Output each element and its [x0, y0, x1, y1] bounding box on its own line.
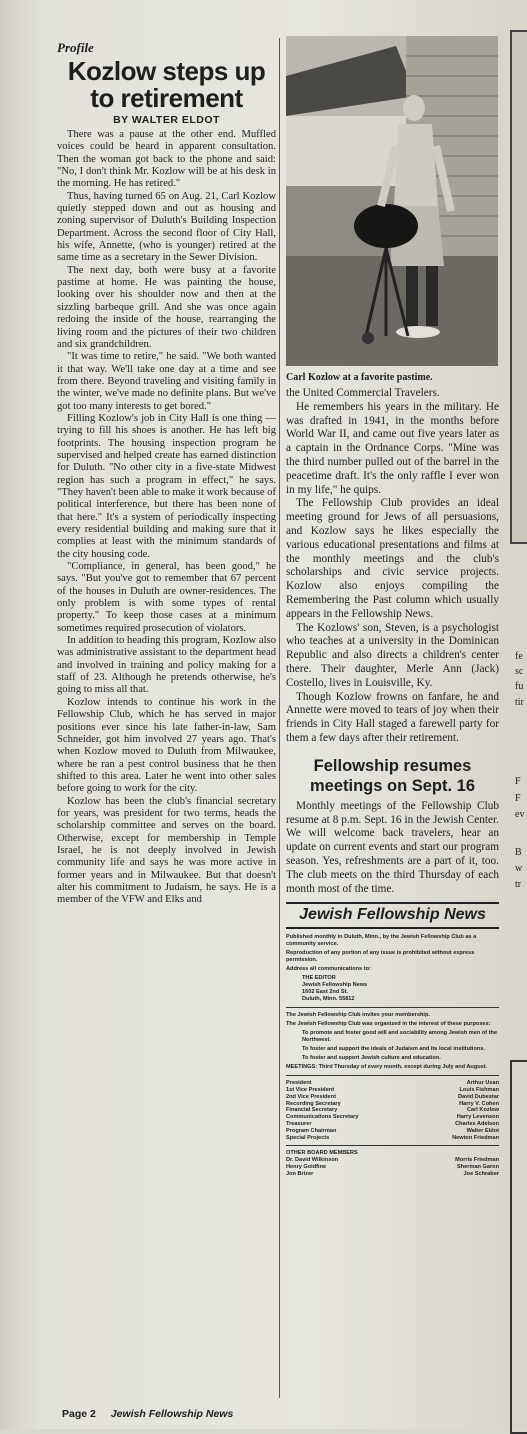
masthead-purpose: To promote and foster good will and sociability among Jewish men of the Northwest. — [302, 1030, 498, 1044]
article-kicker: Profile — [57, 40, 94, 55]
adjacent-page-fragment: ev — [515, 809, 525, 820]
officer-title: 2nd Vice President — [286, 1093, 336, 1100]
masthead-purpose: To foster and support the ideals of Judaism and its local institutions. — [302, 1046, 485, 1053]
officer-title: Communications Secretary — [286, 1114, 359, 1121]
officer-name: Arthur Usan — [466, 1080, 499, 1087]
brief-headline: Fellowship resumes meetings on Sept. 16 — [309, 756, 476, 795]
masthead — [286, 902, 499, 1178]
officer-name: David Dubestar — [457, 1093, 499, 1100]
article-headline: Kozlow steps up to retirement — [67, 56, 266, 113]
officer-name: Walter Eldot — [466, 1127, 499, 1134]
divider — [286, 1007, 499, 1008]
article-paragraph: Though Kozlow frowns on fanfare, he and Annette were moved to tears of joy when their friends in City Hall staged a farewell party for them a few days after their retirement. — [286, 690, 499, 744]
adjacent-page-frame — [510, 30, 527, 544]
divider — [286, 1145, 499, 1146]
officer-name: Carl Kozlow — [466, 1107, 499, 1114]
masthead-reproduction: Reproduction of any portion of any issue is prohibited without express permission. — [286, 950, 475, 964]
page-number: Page 2 — [62, 1408, 96, 1420]
photo-caption: Carl Kozlow at a favorite pastime. — [286, 372, 433, 383]
article-column-right — [286, 36, 499, 1178]
board-member: Joe Schraber — [463, 1171, 499, 1178]
officer-title: 1st Vice President — [286, 1087, 335, 1094]
officer-title: Treasurer — [286, 1121, 312, 1128]
officer-title: Program Chairman — [286, 1127, 337, 1134]
officer-name: Louis Fishman — [459, 1087, 499, 1094]
article-paragraph: In addition to heading this program, Kozlow also was administrative assistant to the department head and involved in training and policy making for a staff of 23. Although he pretends otherwise, he's going to miss all that. — [57, 635, 276, 696]
article-paragraph: "It was time to retire," he said. "We both wanted it that way. We'll take one day at a time and see from there. Beyond traveling and visiting family in the winter, we've made no definite plans. But we've got too many interests to get bored." — [57, 351, 276, 412]
article-paragraph: "Compliance, in general, has been good," he says. "But you've got to remember that 67 percent of the houses in Duluth are owner-residences. The only problem is with some types of rental property." To keep those cases at a minimum sometimes required prosecution of violators. — [57, 561, 276, 634]
address-line: Duluth, Minn. 55812 — [302, 996, 355, 1003]
masthead-organized: The Jewish Fellowship Club was organized in the interest of these purposes: — [286, 1021, 491, 1028]
adjacent-page-fragment: w — [515, 863, 523, 874]
board-member: Jon Brizer — [286, 1171, 314, 1178]
officer-name: Charles Adelson — [455, 1121, 499, 1128]
masthead-address — [286, 975, 499, 1003]
officer-title: Recording Secretary — [286, 1100, 341, 1107]
board-label: OTHER BOARD MEMBERS — [286, 1150, 358, 1157]
adjacent-page-fragment: sc — [515, 666, 524, 677]
officer-name: Harry V. Cohen — [459, 1100, 499, 1107]
adjacent-page-fragment: tr — [515, 879, 522, 890]
photo-man-at-grill — [286, 36, 498, 366]
adjacent-page-fragment: fu — [515, 681, 524, 692]
article-paragraph: the United Commercial Travelers. — [286, 387, 440, 399]
address-line: 1602 East 2nd St. — [302, 989, 349, 996]
adjacent-page-fragment: F — [515, 793, 521, 804]
adjacent-page-fragment: tir — [515, 697, 524, 708]
board-member: Henry Goldfine — [286, 1164, 327, 1171]
article-continued-body — [286, 387, 499, 746]
adjacent-page-fragment: F — [515, 776, 521, 787]
officer-name: Harry Levenson — [456, 1114, 499, 1121]
masthead-invite: The Jewish Fellowship Club invites your membership. — [286, 1012, 430, 1019]
brief-body — [286, 800, 499, 897]
article-body — [57, 129, 276, 907]
masthead-info — [286, 934, 499, 1076]
adjacent-page-fragment: B — [515, 847, 522, 858]
divider — [286, 1075, 499, 1076]
brief-text: Monthly meetings of the Fellowship Club resume at 8 p.m. Sept. 16 in the Jewish Center. We will welcome back travelers, hear an update on current events and start our program season. Yes, refreshments are a part of it, too. The club meets on the third Thursday of each month most of the time. — [286, 799, 499, 895]
article-paragraph: There was a pause at the other end. Muffled voices could be heard in apparent consultation. Then the woman got back to the phone and said: "No, I don't think Mr. Kozlow will be at his desk in the morning. He has retired." — [57, 129, 276, 190]
address-line: Jewish Fellowship News — [302, 982, 368, 989]
masthead-title: Jewish Fellowship News — [286, 906, 499, 929]
column-rule — [279, 38, 280, 1398]
article-paragraph: Filling Kozlow's job in City Hall is one thing — trying to fill his shoes is another. He has left big footprints. The housing inspection program he supervised and helped create has earned distinction for Duluth. "No other city in a five-state Midwest region has such a program in effect," he says. "They haven't been able to make it work because of political interference, but there has been none of that here." It's a system of periodically inspecting every residential building and making sure that it complies at least with the minimum standards of the city housing code. — [57, 412, 276, 560]
masthead-purpose: To foster and support Jewish culture and education. — [302, 1055, 441, 1062]
adjacent-page-frame — [510, 1060, 527, 1434]
masthead-published: Published monthly in Duluth, Minn., by the Jewish Fellowship Club as a community service. — [286, 934, 477, 948]
officer-title: Special Projects — [286, 1134, 330, 1141]
adjacent-page-fragment: fe — [515, 651, 523, 662]
article-paragraph: Thus, having turned 65 on Aug. 21, Carl Kozlow quietly stepped down and out as housing and zoning supervisor of Duluth's Building Inspection Department. Across the second floor of City Hall, his wife, Annette, (who is younger) retired at the same time as a secretary in the Sewer Division. — [57, 190, 276, 264]
article-paragraph: The Fellowship Club provides an ideal meeting ground for Jews of all persuasions, and Kozlow says he likes especially the various educational presentations and films at the monthly meetings and the club's scholarships and civic service projects. Kozlow also enjoys compiling the Remembering the Past column which usually appears in the Fellowship News. — [286, 497, 499, 620]
board-member: Morris Friedman — [455, 1157, 499, 1164]
article-byline: BY WALTER ELDOT — [113, 114, 220, 126]
article-paragraph: The Kozlows' son, Steven, is a psychologist who teaches at a university in the Dominican Republic and also directs a children's center there. Their daughter, Merle Ann (Jack) Costello, lives in Louisville, Ky. — [286, 621, 499, 689]
board-member: Dr. David Wilkinson — [286, 1157, 339, 1164]
masthead-address-label: Address all communications to: — [286, 966, 371, 973]
page-footer — [62, 1408, 233, 1420]
footer-publication: Jewish Fellowship News — [110, 1408, 234, 1420]
article-paragraph: Kozlow intends to continue his work in the Fellowship Club, which he has served in major positions ever since his late father-in-law, Sam Schneider, got him involved 27 years ago. That's when Kozlow moved to Duluth from Milwaukee, where he ran a pest control business that he then shifted to this area. Later he went into other sales before going to work for the city. — [57, 696, 276, 795]
board-list — [286, 1157, 499, 1177]
officer-name: Newton Friedman — [452, 1134, 499, 1141]
article-paragraph: He remembers his years in the military. He was drafted in 1941, in the months before World War II, and came out five years later as a captain in the Ordnance Corps. "Mine was the third number pulled out of the barrel in the peacetime draft. It's the only raffle I ever won in my life," he quips. — [286, 400, 499, 496]
board-member: Sherman Garon — [457, 1164, 499, 1171]
article-paragraph: The next day, both were busy at a favorite pastime at home. He was painting the house, looking over his shoulder now and then at the sizzling barbeque grill. And she was once again redoing the inside of the house, rearranging the living room and the pictures of their two children and six grandchildren. — [57, 264, 276, 350]
photo-image — [286, 36, 498, 366]
article-paragraph: Kozlow has been the club's financial secretary for years, was president for two terms, heads the scholarship committee and serves on the board. Otherwise, except for membership in Temple Israel, he is not deeply involved in Jewish community life and says he was more active in former years and in Milwaukee. But that doesn't alter his commitment to Judaism, he says. He is a member of the VFW and Elks and — [57, 795, 276, 906]
address-line: THE EDITOR — [302, 975, 336, 982]
masthead-meetings: MEETINGS: Third Thursday of every month, except during July and August. — [286, 1064, 488, 1071]
article-column-left — [57, 40, 276, 907]
officer-title: Financial Secretary — [286, 1107, 338, 1114]
officers-list — [286, 1080, 499, 1141]
officer-title: President — [286, 1080, 312, 1087]
